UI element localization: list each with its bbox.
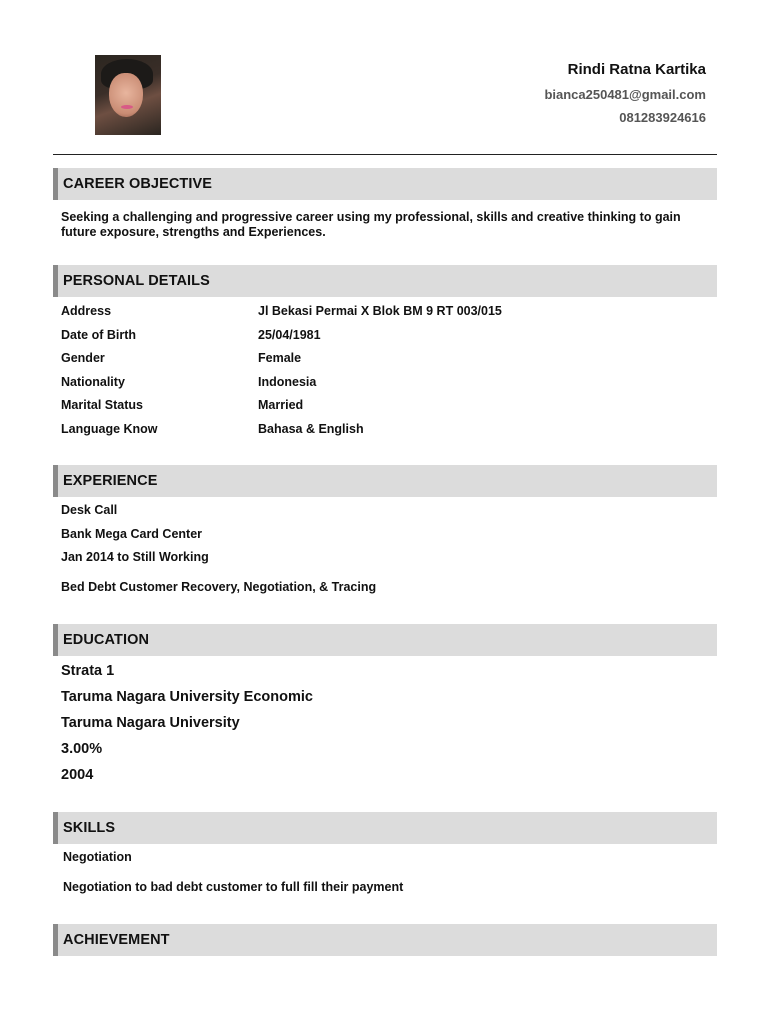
education-score: 3.00%: [61, 741, 103, 757]
header-divider: [53, 154, 717, 155]
photo-lips: [121, 105, 133, 109]
profile-photo: [95, 55, 161, 135]
detail-label: Gender: [61, 351, 105, 365]
detail-value: Female: [258, 351, 302, 365]
section-achievement: [53, 924, 717, 956]
career-objective-text: Seeking a challenging and progressive career using my professional, skills and creative thinking to gain future exposure, strengths and Experiences.: [61, 210, 681, 239]
detail-row-language: [61, 421, 661, 437]
section-title: CAREER OBJECTIVE: [63, 176, 213, 192]
detail-label: Nationality: [61, 375, 125, 389]
skill-name: Negotiation: [63, 850, 132, 864]
detail-label: Language Know: [61, 422, 158, 436]
detail-row-gender: [61, 350, 661, 366]
detail-row-nationality: [61, 374, 661, 390]
detail-value: Bahasa & English: [258, 422, 364, 436]
detail-row-marital-status: [61, 397, 661, 413]
section-experience: [53, 465, 717, 497]
detail-value: Jl Bekasi Permai X Blok BM 9 RT 003/015: [258, 304, 502, 318]
detail-row-dob: [61, 327, 661, 343]
section-skills: [53, 812, 717, 844]
experience-period: Jan 2014 to Still Working: [61, 550, 209, 564]
section-title: ACHIEVEMENT: [63, 932, 170, 948]
education-year: 2004: [61, 767, 94, 783]
section-title: EDUCATION: [63, 632, 150, 648]
detail-label: Address: [61, 304, 112, 318]
detail-label: Marital Status: [61, 398, 143, 412]
detail-value: 25/04/1981: [258, 328, 321, 342]
detail-value: Indonesia: [258, 375, 317, 389]
section-title: EXPERIENCE: [63, 473, 158, 489]
education-degree: Strata 1: [61, 663, 115, 679]
detail-value: Married: [258, 398, 304, 412]
candidate-email: bianca250481@gmail.com: [544, 87, 706, 102]
candidate-name: Rindi Ratna Kartika: [567, 61, 706, 78]
experience-company: Bank Mega Card Center: [61, 527, 203, 541]
photo-face: [109, 73, 143, 117]
detail-row-address: [61, 303, 661, 319]
candidate-phone: 081283924616: [619, 110, 706, 125]
education-faculty: Taruma Nagara University Economic: [61, 689, 313, 705]
section-education: [53, 624, 717, 656]
contact-header: [544, 60, 706, 126]
section-personal-details: [53, 265, 717, 297]
section-title: PERSONAL DETAILS: [63, 273, 210, 289]
experience-position: Desk Call: [61, 503, 118, 517]
detail-label: Date of Birth: [61, 328, 136, 342]
section-career-objective: [53, 168, 717, 200]
skill-description: Negotiation to bad debt customer to full fill their payment: [63, 880, 404, 894]
education-institution: Taruma Nagara University: [61, 715, 240, 731]
experience-description: Bed Debt Customer Recovery, Negotiation, & Tracing: [61, 580, 377, 594]
section-title: SKILLS: [63, 820, 116, 836]
